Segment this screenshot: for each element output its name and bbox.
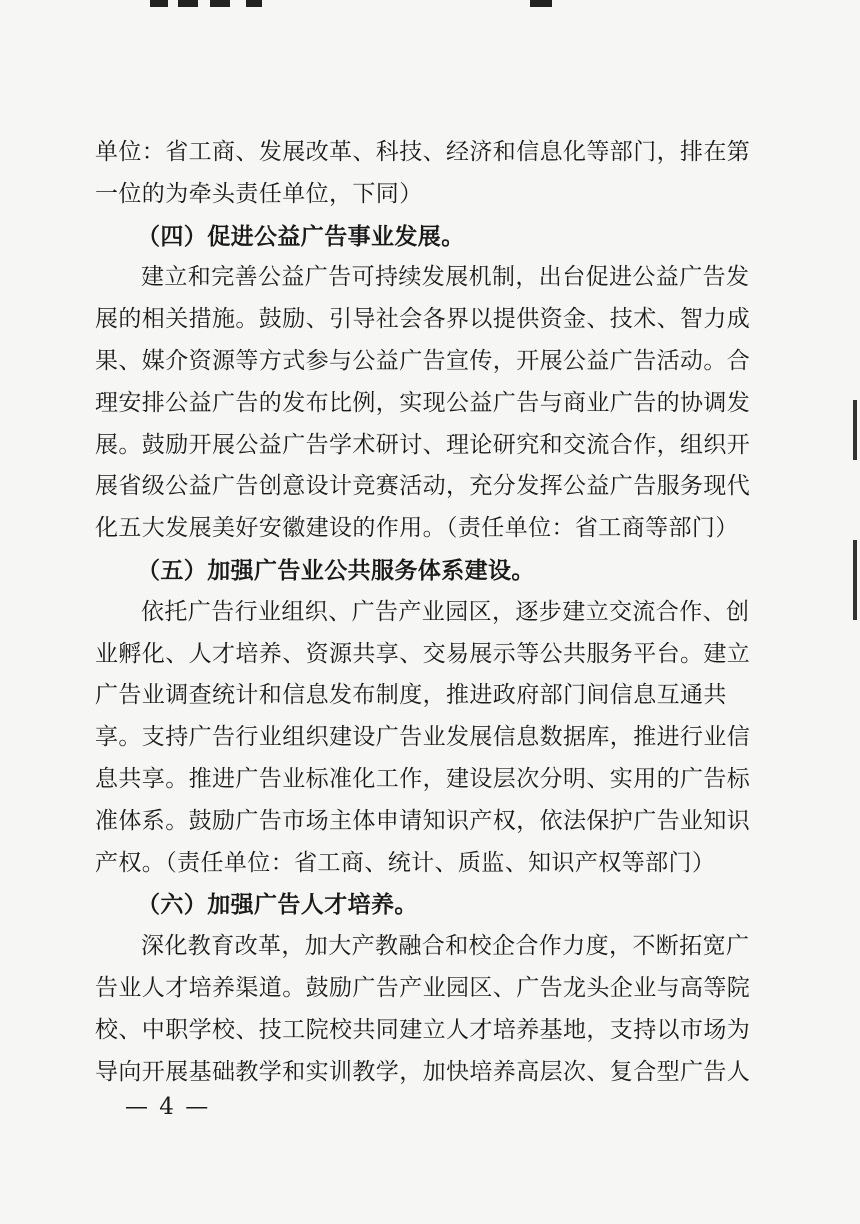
paragraph-line: 展。鼓励开展公益广告学术研讨、理论研究和交流合作，组织开 bbox=[95, 431, 750, 458]
paragraph-line: 业孵化、人才培养、资源共享、交易展示等公共服务平台。建立 bbox=[95, 640, 750, 667]
paragraph-line: 准体系。鼓励广告市场主体申请知识产权，依法保护广告业知识 bbox=[95, 807, 750, 834]
paragraph-line: 展省级公益广告创意设计竞赛活动，充分发挥公益广告服务现代 bbox=[95, 473, 750, 500]
scan-top-marks bbox=[150, 0, 570, 8]
paragraph-line: 单位：省工商、发展改革、科技、经济和信息化等部门，排在第 bbox=[95, 139, 750, 165]
paragraph-line: 化五大发展美好安徽建设的作用。（责任单位：省工商等部门） bbox=[95, 515, 739, 542]
paragraph-line: 理安排公益广告的发布比例，实现公益广告与商业广告的协调发 bbox=[95, 389, 750, 416]
paragraph-line: 享。支持广告行业组织建设广告业发展信息数据库，推进行业信 bbox=[95, 724, 750, 751]
paragraph-line: 校、中职学校、技工院校共同建立人才培养基地，支持以市场为 bbox=[95, 1016, 750, 1043]
paragraph-line: 息共享。推进广告业标准化工作，建设层次分明、实用的广告标 bbox=[95, 765, 750, 792]
paragraph-line: 果、媒介资源等方式参与公益广告宣传，开展公益广告活动。合 bbox=[95, 347, 750, 374]
paragraph-line: 依托广告行业组织、广告产业园区，逐步建立交流合作、创 bbox=[141, 598, 750, 625]
scan-edge-mark bbox=[853, 400, 857, 460]
paragraph-line: 产权。（责任单位：省工商、统计、质监、知识产权等部门） bbox=[95, 849, 716, 876]
page-number: — 4 — bbox=[125, 1094, 211, 1120]
paragraph-line: 导向开展基础教学和实训教学，加快培养高层次、复合型广告人 bbox=[95, 1058, 750, 1085]
scan-edge-mark bbox=[853, 540, 857, 620]
paragraph-line: 展的相关措施。鼓励、引导社会各界以提供资金、技术、智力成 bbox=[95, 306, 750, 333]
section-heading: （四）促进公益广告事业发展。 bbox=[137, 222, 465, 250]
paragraph-line: 一位的为牵头责任单位，下同） bbox=[95, 180, 423, 207]
paragraph-line: 告业人才培养渠道。鼓励广告产业园区、广告龙头企业与高等院 bbox=[95, 974, 750, 1001]
paragraph-line: 广告业调查统计和信息发布制度，推进政府部门间信息互通共 bbox=[95, 682, 727, 709]
section-heading: （五）加强广告业公共服务体系建设。 bbox=[137, 556, 535, 584]
paragraph-line: 建立和完善公益广告可持续发展机制，出台促进公益广告发 bbox=[141, 264, 750, 291]
document-body bbox=[95, 132, 750, 1093]
paragraph-line: 深化教育改革，加大产教融合和校企合作力度，不断拓宽广 bbox=[141, 933, 750, 960]
section-heading: （六）加强广告人才培养。 bbox=[137, 891, 418, 919]
